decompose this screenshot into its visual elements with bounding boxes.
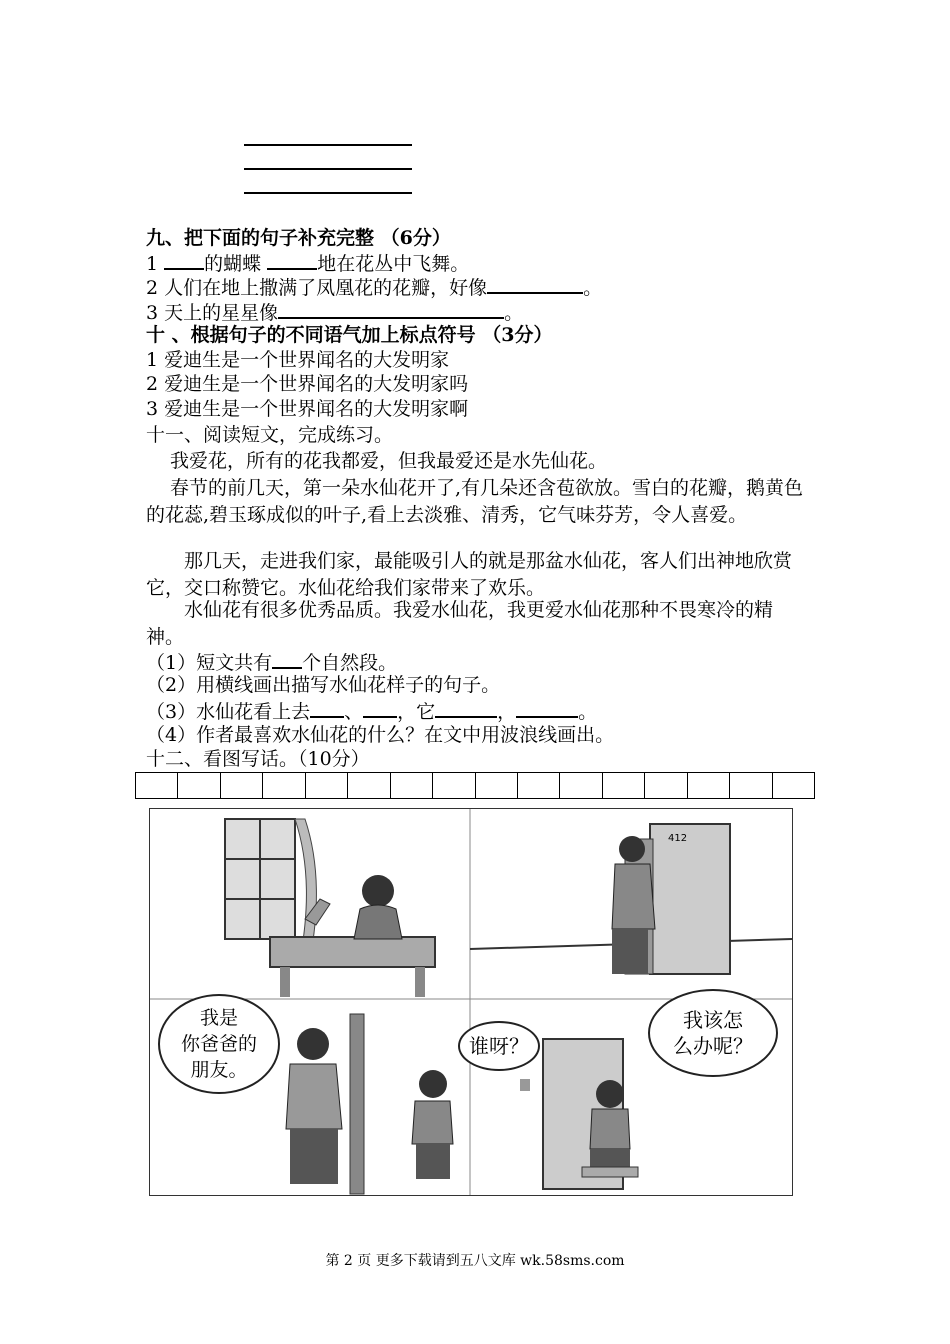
section9-q3 <box>146 299 523 325</box>
section11-q1 <box>146 649 397 675</box>
desk-icon <box>270 937 435 967</box>
grid-cell[interactable] <box>518 773 560 798</box>
section11-q3-text: （3）水仙花看上去 <box>146 701 311 723</box>
section9-q1-end: 地在花丛中飞舞。 <box>317 253 470 275</box>
door-number: 412 <box>668 833 688 844</box>
blank[interactable] <box>267 250 317 270</box>
section12-heading: 十二、看图写话。（10分） <box>146 748 370 770</box>
section9-q2-text: 2 人们在地上撒满了凤凰花的花瓣，好像 <box>146 277 488 299</box>
comic-illustration <box>149 808 793 1196</box>
answer-line-1 <box>244 144 412 146</box>
grid-cell[interactable] <box>136 773 178 798</box>
section10-s1: 1 爱迪生是一个世界闻名的大发明家 <box>146 349 450 371</box>
section9-q3-text: 3 天上的星星像 <box>146 302 279 324</box>
grid-cell[interactable] <box>730 773 772 798</box>
boy-head-icon <box>362 875 394 907</box>
grid-cell[interactable] <box>306 773 348 798</box>
section10-heading: 十 、根据句子的不同语气加上标点符号 （3分） <box>146 324 553 346</box>
section9-heading: 九、把下面的句子补充完整 （6分） <box>146 227 451 249</box>
blank[interactable] <box>487 274 583 294</box>
section11-q4: （4）作者最喜欢水仙花的什么？在文中用波浪线画出。 <box>146 724 615 746</box>
grid-cell[interactable] <box>263 773 305 798</box>
section9-q3-end: 。 <box>504 302 524 324</box>
speech-bubble-3: 我该怎 么办呢？ <box>648 989 778 1077</box>
grid-cell[interactable] <box>688 773 730 798</box>
speech-bubble-2: 谁呀？ <box>458 1021 540 1071</box>
writing-grid[interactable] <box>135 772 815 799</box>
passage-p4: 水仙花有很多优秀品质。我爱水仙花，我更爱水仙花那种不畏寒冷的精神。 <box>146 599 774 648</box>
section11-q1-text: （1）短文共有 <box>146 652 273 674</box>
section9-q1-mid: 的蝴蝶 <box>204 253 268 275</box>
section11-q3-sep2: ，它 <box>397 701 436 723</box>
grid-cell[interactable] <box>433 773 475 798</box>
grid-cell[interactable] <box>645 773 687 798</box>
section11-q3-sep3: ， <box>497 701 517 723</box>
section9-q2-end: 。 <box>583 277 603 299</box>
section9-q1 <box>146 250 469 276</box>
grid-cell[interactable] <box>391 773 433 798</box>
blank[interactable] <box>363 698 397 718</box>
section11-q3-end: 。 <box>578 701 598 723</box>
section11-heading: 十一、阅读短文，完成练习。 <box>146 424 394 446</box>
blank[interactable] <box>272 649 302 669</box>
door-icon <box>650 824 730 974</box>
blank[interactable] <box>435 698 497 718</box>
grid-cell[interactable] <box>348 773 390 798</box>
grid-cell[interactable] <box>603 773 645 798</box>
section10-s2: 2 爱迪生是一个世界闻名的大发明家吗 <box>146 373 469 395</box>
section11-q1-end: 个自然段。 <box>302 652 398 674</box>
answer-line-2 <box>244 168 412 170</box>
grid-cell[interactable] <box>221 773 263 798</box>
section11-q2: （2）用横线画出描写水仙花样子的句子。 <box>146 674 501 696</box>
passage-p3: 那几天，走进我们家，最能吸引人的就是那盆水仙花，客人们出神地欣赏它，交口称赞它。水仙花给我们家带来了欢乐。 <box>146 550 793 599</box>
blank[interactable] <box>516 698 578 718</box>
section11-q3-sep1: 、 <box>344 701 364 723</box>
section10-s3: 3 爱迪生是一个世界闻名的大发明家啊 <box>146 398 469 420</box>
blank[interactable] <box>164 250 204 270</box>
grid-cell[interactable] <box>476 773 518 798</box>
section9-q1-num: 1 <box>146 253 165 275</box>
section9-q2 <box>146 274 602 300</box>
passage-p2: 春节的前几天，第一朵水仙花开了,有几朵还含苞欲放。雪白的花瓣，鹅黄色的花蕊,碧玉琢成似的叶子,看上去淡雅、清秀，它气味芬芳，令人喜爱。 <box>146 477 804 526</box>
speech-bubble-1: 我是 你爸爸的 朋友。 <box>158 994 280 1094</box>
blank[interactable] <box>310 698 344 718</box>
answer-line-3 <box>244 192 412 194</box>
grid-cell[interactable] <box>178 773 220 798</box>
page-footer: 第 2 页 更多下载请到五八文库 wk.58sms.com <box>325 1253 625 1269</box>
blank[interactable] <box>278 299 504 319</box>
section11-q3 <box>146 698 597 724</box>
grid-cell[interactable] <box>560 773 602 798</box>
grid-cell[interactable] <box>773 773 814 798</box>
passage-p1: 我爱花，所有的花我都爱，但我最爱还是水先仙花。 <box>170 450 608 472</box>
